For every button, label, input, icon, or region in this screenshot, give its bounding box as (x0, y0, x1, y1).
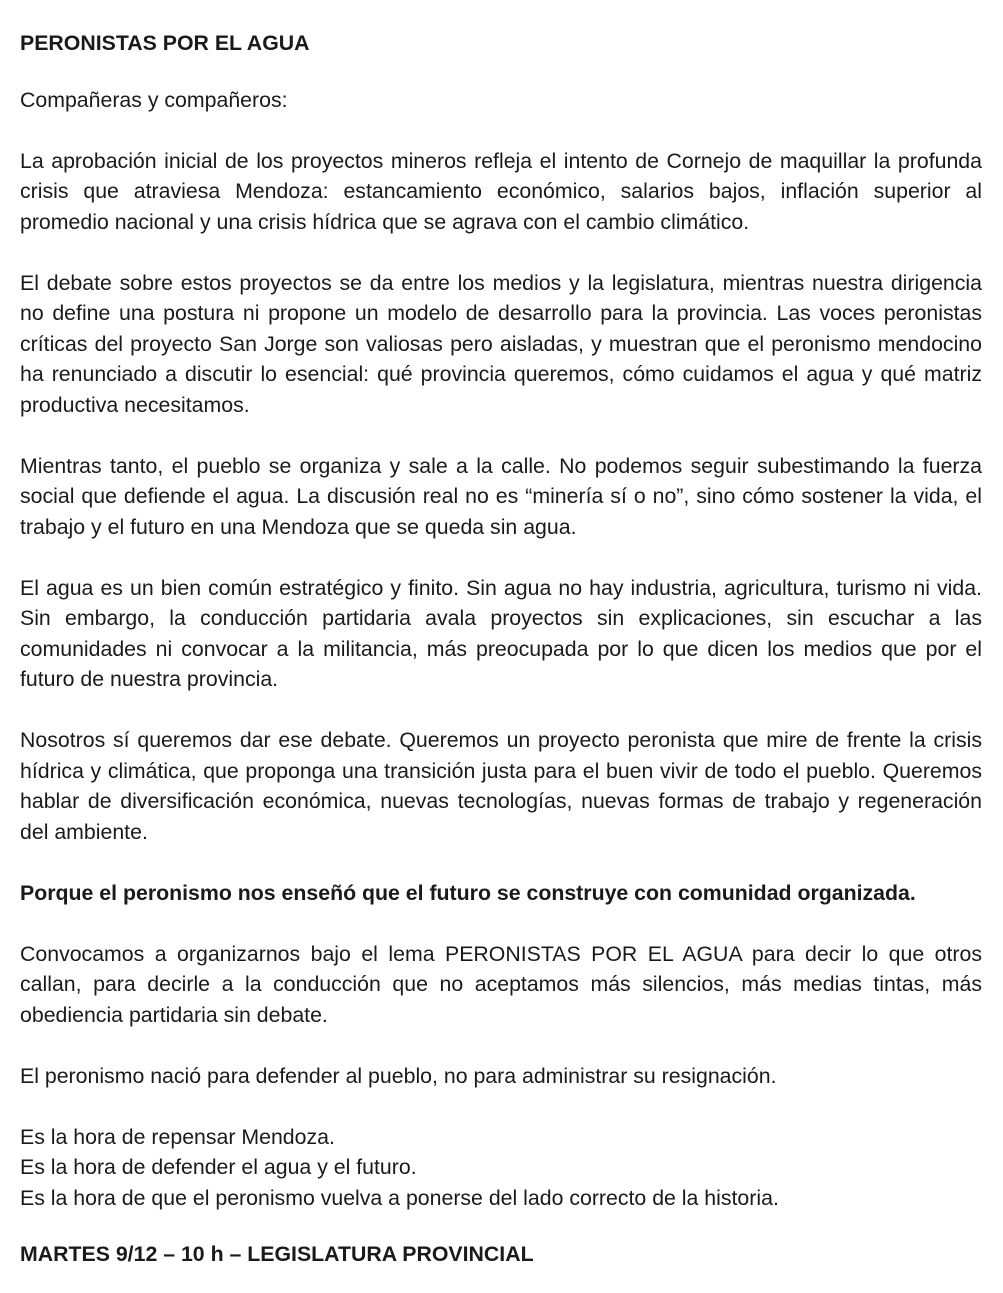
closing-lines (20, 1122, 982, 1214)
closing-statement: El peronismo nació para defender al pueblo, no para administrar su resignación. (20, 1063, 777, 1088)
paragraph-we-want-debate: Nosotros sí queremos dar ese debate. Queremos un proyecto peronista que mire de frente la crisis hídrica y climática, que proponga una transición justa para el buen vivir de todo el pueblo. Queremos hablar de diversificación económica, nuevas tecnologías, nuevas formas de trabajo y regeneración del ambiente. (20, 728, 982, 844)
closing-line: Es la hora de que el peronismo vuelva a ponerse del lado correcto de la historia. (20, 1185, 779, 1210)
paragraph-debate: El debate sobre estos proyectos se da entre los medios y la legislatura, mientras nuestra dirigencia no define una postura ni propone un modelo de desarrollo para la provincia. Las voces peronistas críticas del proyecto San Jorge son valiosas pero aisladas, y muestran que el peronismo mendocino ha renunciado a discutir lo esencial: qué provincia queremos, cómo cuidamos el agua y qué matriz productiva necesitamos. (20, 270, 982, 417)
paragraph-people-organize: Mientras tanto, el pueblo se organiza y sale a la calle. No podemos seguir subestimando la fuerza social que defiende el agua. La discusión real no es “minería sí o no”, sino cómo sostener la vida, el trabajo y el futuro en una Mendoza que se queda sin agua. (20, 453, 982, 539)
paragraph-water-common-good: El agua es un bien común estratégico y finito. Sin agua no hay industria, agricultura, turismo ni vida. Sin embargo, la conducción partidaria avala proyectos sin explicaciones, sin escuchar a las comunidades ni convocar a la militancia, más preocupada por lo que dicen los medios que por el futuro de nuestra provincia. (20, 575, 982, 691)
closing-line: Es la hora de defender el agua y el futuro. (20, 1155, 417, 1179)
paragraph-minning-projects: La aprobación inicial de los proyectos mineros refleja el intento de Cornejo de maquillar la profunda crisis que atraviesa Mendoza: estancamiento económico, salarios bajos, inflación superior al promedio nacional y una crisis hídrica que se agrava con el cambio climático. (20, 148, 982, 234)
greeting: Compañeras y compañeros: (20, 87, 288, 112)
bold-statement: Porque el peronismo nos enseñó que el futuro se construye con comunidad organizada. (20, 880, 916, 905)
event-line: MARTES 9/12 – 10 h – LEGISLATURA PROVINCIAL (20, 1242, 534, 1266)
document-title: PERONISTAS POR EL AGUA (20, 31, 310, 55)
call-to-action: Convocamos a organizarnos bajo el lema PERONISTAS POR EL AGUA para decir lo que otros callan, para decirle a la conducción que no aceptamos más silencios, más medias tintas, más obediencia partidaria sin debate. (20, 941, 982, 1027)
closing-line: Es la hora de repensar Mendoza. (20, 1124, 335, 1149)
document-body (20, 28, 982, 1270)
